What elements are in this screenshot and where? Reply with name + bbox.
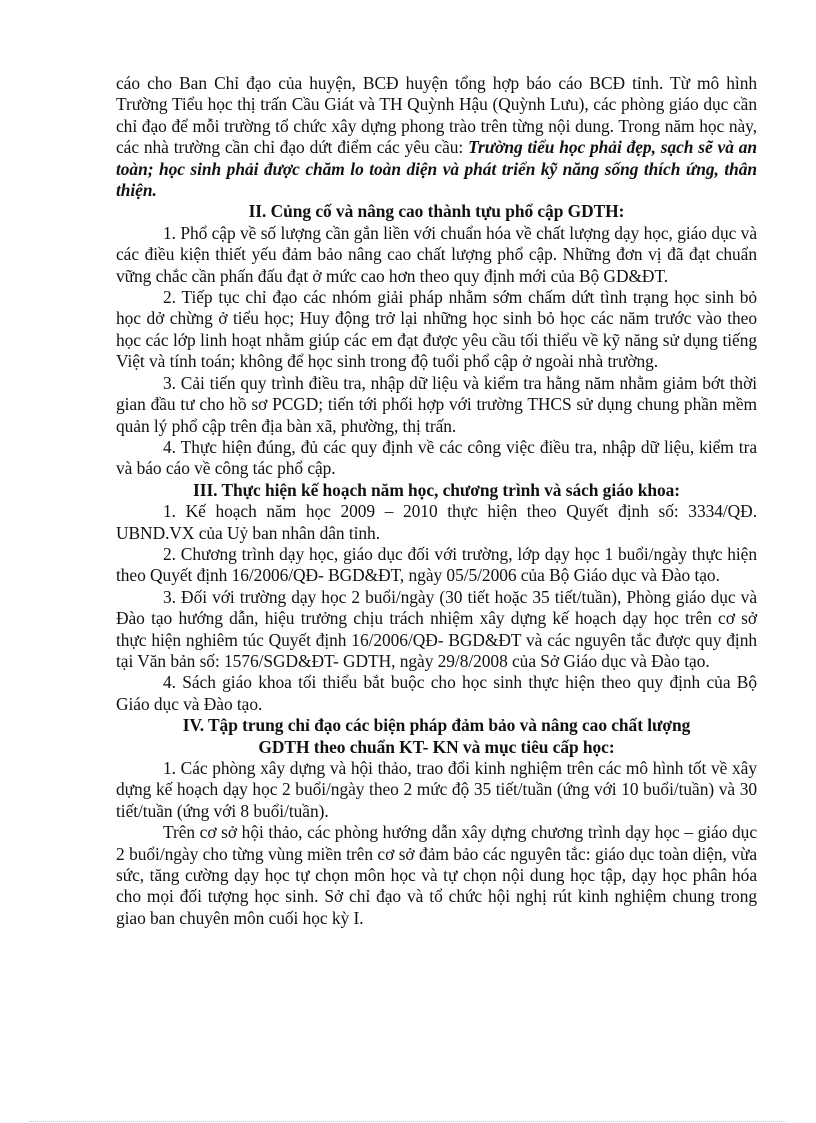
section-2-heading: II. Củng cố và nâng cao thành tựu phổ cập GDTH:: [248, 201, 625, 222]
section-2-item-4: 4. Thực hiện đúng, đủ các quy định về các công việc điều tra, nhập dữ liệu, kiểm tra và báo cáo về công tác phổ cập.: [116, 436, 757, 479]
intro-paragraph: [116, 73, 757, 201]
section-3-item-4: 4. Sách giáo khoa tối thiểu bắt buộc cho học sinh thực hiện theo quy định của Bộ Giáo dục và Đào tạo.: [116, 672, 757, 714]
section-2-item-1: 1. Phổ cập về số lượng cần gắn liền với chuẩn hóa về chất lượng dạy học, giáo dục và các điều kiện thiết yếu đảm bảo nâng cao chất lượng phổ cập. Những đơn vị đã đạt chuẩn vững chắc cần phấn đấu đạt ở mức cao hơn theo quy định mới của Bộ GD&ĐT.: [116, 222, 757, 286]
section-3-item-2: 2. Chương trình dạy học, giáo dục đối với trường, lớp dạy học 1 buổi/ngày thực hiện theo Quyết định 16/2006/QĐ- BGD&ĐT, ngày 05/5/2006 của Bộ Giáo dục và Đào tạo.: [116, 543, 757, 586]
section-2-item-2: 2. Tiếp tục chỉ đạo các nhóm giải pháp nhằm sớm chấm dứt tình trạng học sinh bỏ học dở chừng ở tiểu học; Huy động trở lại những học sinh bỏ học các năm trước vào theo học các lớp linh hoạt nhằm giúp các em đạt được yêu cầu tối thiểu về kỹ năng sử dụng tiếng Việt và tính toán; không để học sinh trong độ tuổi phổ cập ở ngoài nhà trường.: [116, 287, 757, 372]
intro-text: cáo cho Ban Chỉ đạo của huyện, BCĐ huyện tổng hợp báo cáo BCĐ tỉnh. Từ mô hình Trường Tiểu học thị trấn Cầu Giát và TH Quỳnh Hậu (Quỳnh Lưu), các phòng giáo dục cần chỉ đạo để mỗi trường tổ chức xây dựng phong trào trên từng nội dung. Trong năm học này, các nhà trường cần chỉ đạo dứt điểm các yêu cầu:: [116, 73, 757, 158]
section-4-heading-line-2: GDTH theo chuẩn KT- KN và mục tiêu cấp học:: [258, 736, 615, 757]
page-bottom-divider: [30, 1121, 786, 1122]
intro-emphasis: Trường tiểu học phải đẹp, sạch sẽ và an toàn; học sinh phải được chăm lo toàn diện và phát triển kỹ năng sống thích ứng, thân thiện.: [116, 137, 757, 201]
section-3-heading: III. Thực hiện kế hoạch năm học, chương trình và sách giáo khoa:: [193, 479, 680, 500]
section-4-item-2: Trên cơ sở hội thảo, các phòng hướng dẫn xây dựng chương trình dạy học – giáo dục 2 buổi/ngày cho từng vùng miền trên cơ sở đảm bảo các nguyên tắc: giáo dục toàn diện, vừa sức, tăng cường dạy học tự chọn môn học và tự chọn nội dung học tập, dạy học phân hóa cho mọi đối tượng học sinh. Sở chỉ đạo và tổ chức hội nghị rút kinh nghiệm chung trong giao ban chuyên môn cuối học kỳ I.: [116, 822, 757, 928]
section-4-heading-line-1: IV. Tập trung chỉ đạo các biện pháp đảm bảo và nâng cao chất lượng: [182, 715, 691, 736]
section-4-item-1: 1. Các phòng xây dựng và hội thảo, trao đổi kinh nghiệm trên các mô hình tốt về xây dựng kế hoạch dạy học 2 buổi/ngày theo 2 mức độ 35 tiết/tuần (ứng với 10 buổi/tuần) và 30 tiết/tuần (ứng với 8 buổi/tuần).: [116, 758, 757, 821]
section-2-item-3: 3. Cải tiến quy trình điều tra, nhập dữ liệu và kiểm tra hằng năm nhằm giảm bớt thời gian đầu tư cho hồ sơ PCGD; tiến tới phối hợp với trường THCS sử dụng chung phần mềm quản lý phổ cập trên địa bàn xã, phường, thị trấn.: [116, 372, 757, 436]
section-3-item-1: 1. Kế hoạch năm học 2009 – 2010 thực hiện theo Quyết định số: 3334/QĐ. UBND.VX của Uỷ ban nhân dân tỉnh.: [116, 501, 757, 543]
document-page: [116, 73, 757, 929]
section-3-item-3: 3. Đối với trường dạy học 2 buổi/ngày (30 tiết hoặc 35 tiết/tuần), Phòng giáo dục và Đào tạo hướng dẫn, hiệu trưởng chịu trách nhiệm xây dựng kế hoạch dạy học trên cơ sở thực hiện nghiêm túc Quyết định 16/2006/QĐ- BGD&ĐT và các nguyên tắc được quy định tại Văn bản số: 1576/SGD&ĐT- GDTH, ngày 29/8/2008 của Sở Giáo dục và Đào tạo.: [116, 586, 757, 671]
